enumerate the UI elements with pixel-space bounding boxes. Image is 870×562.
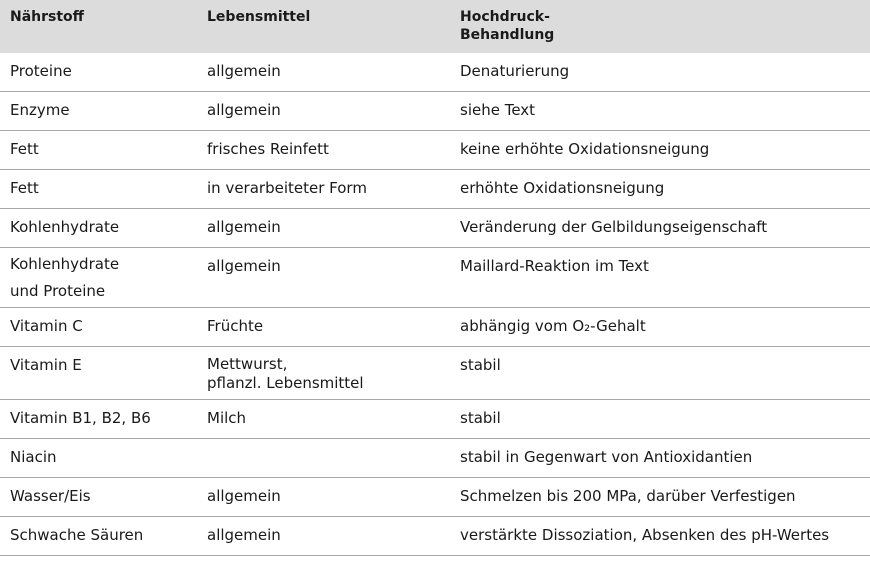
cell-naehrstoff: Kohlenhydrate und Proteine [10, 255, 120, 300]
cell-naehrstoff: Enzyme [10, 101, 70, 119]
table-row [0, 308, 870, 347]
cell-lebensmittel: allgemein [207, 218, 281, 236]
table-row [0, 170, 870, 209]
table-row [0, 209, 870, 248]
table-row [0, 248, 870, 308]
cell-behandlung: Veränderung der Gelbildungseigenschaft [460, 218, 768, 236]
header-naehrstoff: Nährstoff [10, 9, 85, 25]
table-row [0, 439, 870, 478]
cell-behandlung: stabil [460, 409, 501, 427]
table-row [0, 400, 870, 439]
cell-lebensmittel: allgemein [207, 526, 281, 544]
cell-lebensmittel: Mettwurst, pflanzl. Lebensmittel [207, 355, 364, 392]
cell-naehrstoff: Niacin [10, 448, 57, 466]
cell-behandlung: Maillard-Reaktion im Text [460, 257, 649, 275]
cell-naehrstoff: Kohlenhydrate [10, 218, 120, 236]
cell-behandlung: abhängig vom O₂-Gehalt [460, 317, 646, 335]
cell-behandlung: stabil in Gegenwart von Antioxidantien [460, 448, 753, 466]
table-row [0, 131, 870, 170]
cell-behandlung: erhöhte Oxidationsneigung [460, 179, 665, 197]
cell-naehrstoff: Fett [10, 179, 39, 197]
cell-naehrstoff: Wasser/Eis [10, 487, 91, 505]
cell-lebensmittel: allgemein [207, 487, 281, 505]
cell-lebensmittel: allgemein [207, 62, 281, 80]
cell-behandlung: verstärkte Dissoziation, Absenken des pH-Wertes [460, 526, 830, 544]
cell-naehrstoff: Vitamin E [10, 356, 82, 374]
cell-lebensmittel: allgemein [207, 257, 281, 275]
table-row [0, 478, 870, 517]
cell-lebensmittel: in verarbeiteter Form [207, 179, 367, 197]
cell-naehrstoff: Vitamin B1, B2, B6 [10, 409, 151, 427]
cell-lebensmittel: frisches Reinfett [207, 140, 329, 158]
table-row [0, 517, 870, 556]
table-row [0, 347, 870, 400]
cell-behandlung: siehe Text [460, 101, 536, 119]
cell-lebensmittel: allgemein [207, 101, 281, 119]
header-lebensmittel: Lebensmittel [207, 9, 311, 25]
cell-behandlung: stabil [460, 356, 501, 374]
cell-naehrstoff: Vitamin C [10, 317, 83, 335]
table-row [0, 92, 870, 131]
cell-behandlung: Schmelzen bis 200 MPa, darüber Verfestigen [460, 487, 796, 505]
header-hochdruck-behandlung: Hochdruck- Behandlung [460, 9, 555, 43]
table-row [0, 53, 870, 92]
cell-naehrstoff: Fett [10, 140, 39, 158]
cell-naehrstoff: Proteine [10, 62, 72, 80]
table-header [0, 0, 870, 53]
cell-behandlung: Denaturierung [460, 62, 570, 80]
cell-lebensmittel: Früchte [207, 317, 264, 335]
cell-lebensmittel: Milch [207, 409, 247, 427]
cell-behandlung: keine erhöhte Oxidationsneigung [460, 140, 710, 158]
cell-naehrstoff: Schwache Säuren [10, 526, 144, 544]
